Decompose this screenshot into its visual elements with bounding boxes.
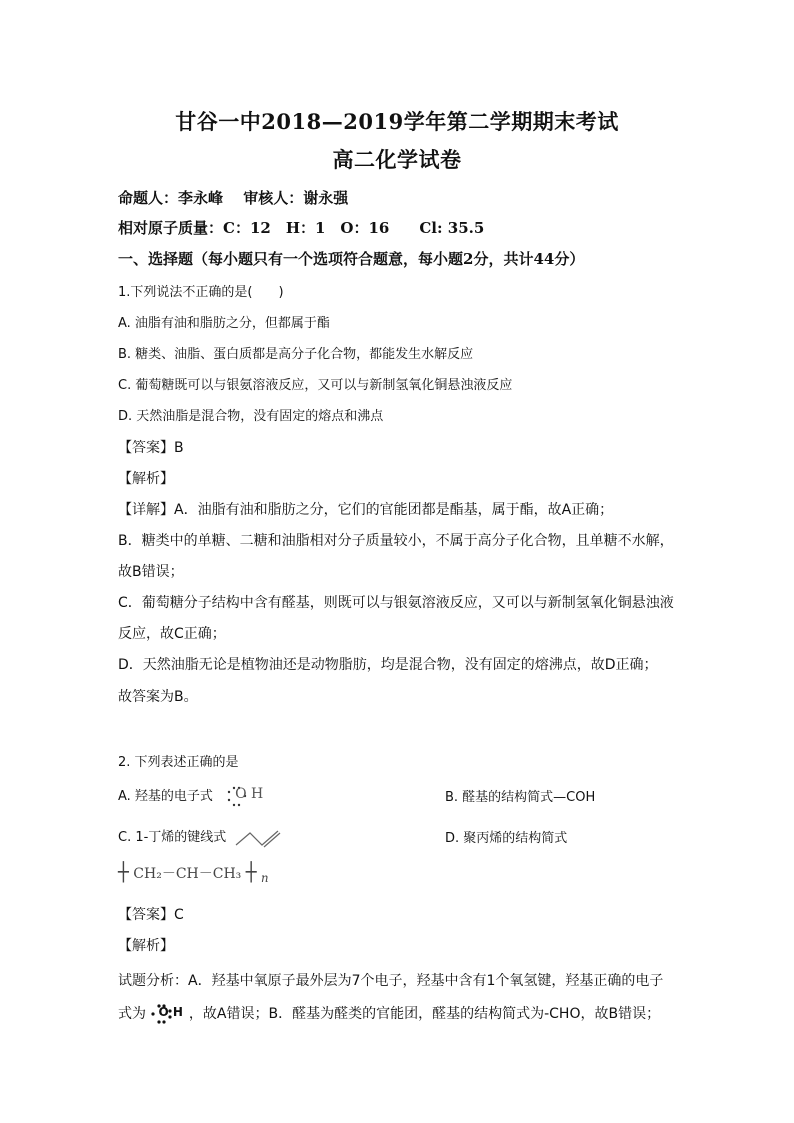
q1-detail-1: 【详解】A．油脂有油和脂肪之分，它们的官能团都是酯基，属于酯，故A正确； — [118, 502, 614, 518]
q1-detail-6: D．天然油脂无论是植物油还是动物脂肪，均是混合物，没有固定的熔沸点，故D正确； — [118, 657, 658, 673]
q2-answer: 【答案】C — [118, 907, 184, 923]
q1-detail-5: 反应，故C正确； — [118, 626, 226, 642]
q1-detail-7: 故答案为B。 — [118, 689, 198, 705]
q2-option-d: D. 聚丙烯的结构简式 — [445, 831, 568, 846]
exam-title: 甘谷一中2018—2019学年第二学期期末考试 — [175, 109, 619, 134]
section-heading: 一、选择题（每小题只有一个选项符合题意，每小题2分，共计44分） — [118, 250, 585, 268]
polymer-formula-text: CH₂－CH－CH₃ — [133, 866, 242, 882]
polymer-n: n — [261, 870, 269, 885]
q1-detail-2: B．糖类中的单糖、二糖和油脂相对分子质量较小，不属于高分子化合物，且单糖不水解， — [118, 533, 674, 549]
atomic-mass-line: 相对原子质量：C：12 H：1 O：16 Cl: 35.5 — [118, 219, 485, 237]
q2-analysis-2-pre: 式为 — [118, 1006, 146, 1022]
polymer-bracket-left: ┼ — [118, 862, 129, 883]
hydroxyl-correct-formula — [150, 1005, 184, 1023]
authors-line: 命题人：李永峰 审核人：谢永强 — [118, 189, 349, 207]
q2-analysis-2-post: ，故A错误；B．醛基为醛类的官能团，醛基的结构简式为-CHO，故B错误； — [188, 1006, 661, 1022]
q2-option-a — [118, 785, 271, 807]
q2-analysis-2 — [118, 1003, 660, 1023]
hydroxyl-electron-formula — [223, 785, 271, 807]
butene-skeletal-figure — [234, 827, 284, 849]
q2-option-b: B. 醛基的结构简式—COH — [445, 790, 596, 805]
q1-option-a: A. 油脂有油和脂肪之分，但都属于酯 — [118, 316, 330, 331]
q1-analysis-label: 【解析】 — [118, 471, 174, 487]
q1-option-b: B. 糖类、油脂、蛋白质都是高分子化合物，都能发生水解反应 — [118, 347, 474, 362]
q2-option-c — [118, 826, 284, 849]
q2-option-c-text: C. 1-丁烯的键线式 — [118, 830, 227, 845]
q1-option-c: C. 葡萄糖既可以与银氨溶液反应，又可以与新制氢氧化铜悬浊液反应 — [118, 378, 513, 393]
exam-subtitle: 高二化学试卷 — [332, 147, 462, 172]
hydroxyl-formula-text: O H — [235, 786, 264, 802]
q1-detail-4: C．葡萄糖分子结构中含有醛基，则既可以与银氨溶液反应，又可以与新制氢氧化铜悬浊液 — [118, 595, 674, 611]
q1-stem: 1.下列说法不正确的是( ) — [118, 285, 284, 300]
q1-option-d: D. 天然油脂是混合物，没有固定的熔点和沸点 — [118, 409, 384, 424]
polypropylene-formula — [118, 862, 269, 885]
q1-detail-3: 故B错误； — [118, 564, 184, 580]
q2-analysis-label: 【解析】 — [118, 938, 174, 954]
q1-answer: 【答案】B — [118, 440, 184, 456]
polymer-bracket-right: ┼ — [245, 862, 257, 883]
q2-option-a-text: A. 羟基的电子式 — [118, 789, 213, 804]
q2-stem: 2. 下列表述正确的是 — [118, 755, 239, 770]
q2-analysis-1: 试题分析：A．羟基中氧原子最外层为7个电子，羟基中含有1个氧氢键，羟基正确的电子 — [118, 973, 664, 989]
correct-formula-text: O H — [158, 1005, 183, 1019]
